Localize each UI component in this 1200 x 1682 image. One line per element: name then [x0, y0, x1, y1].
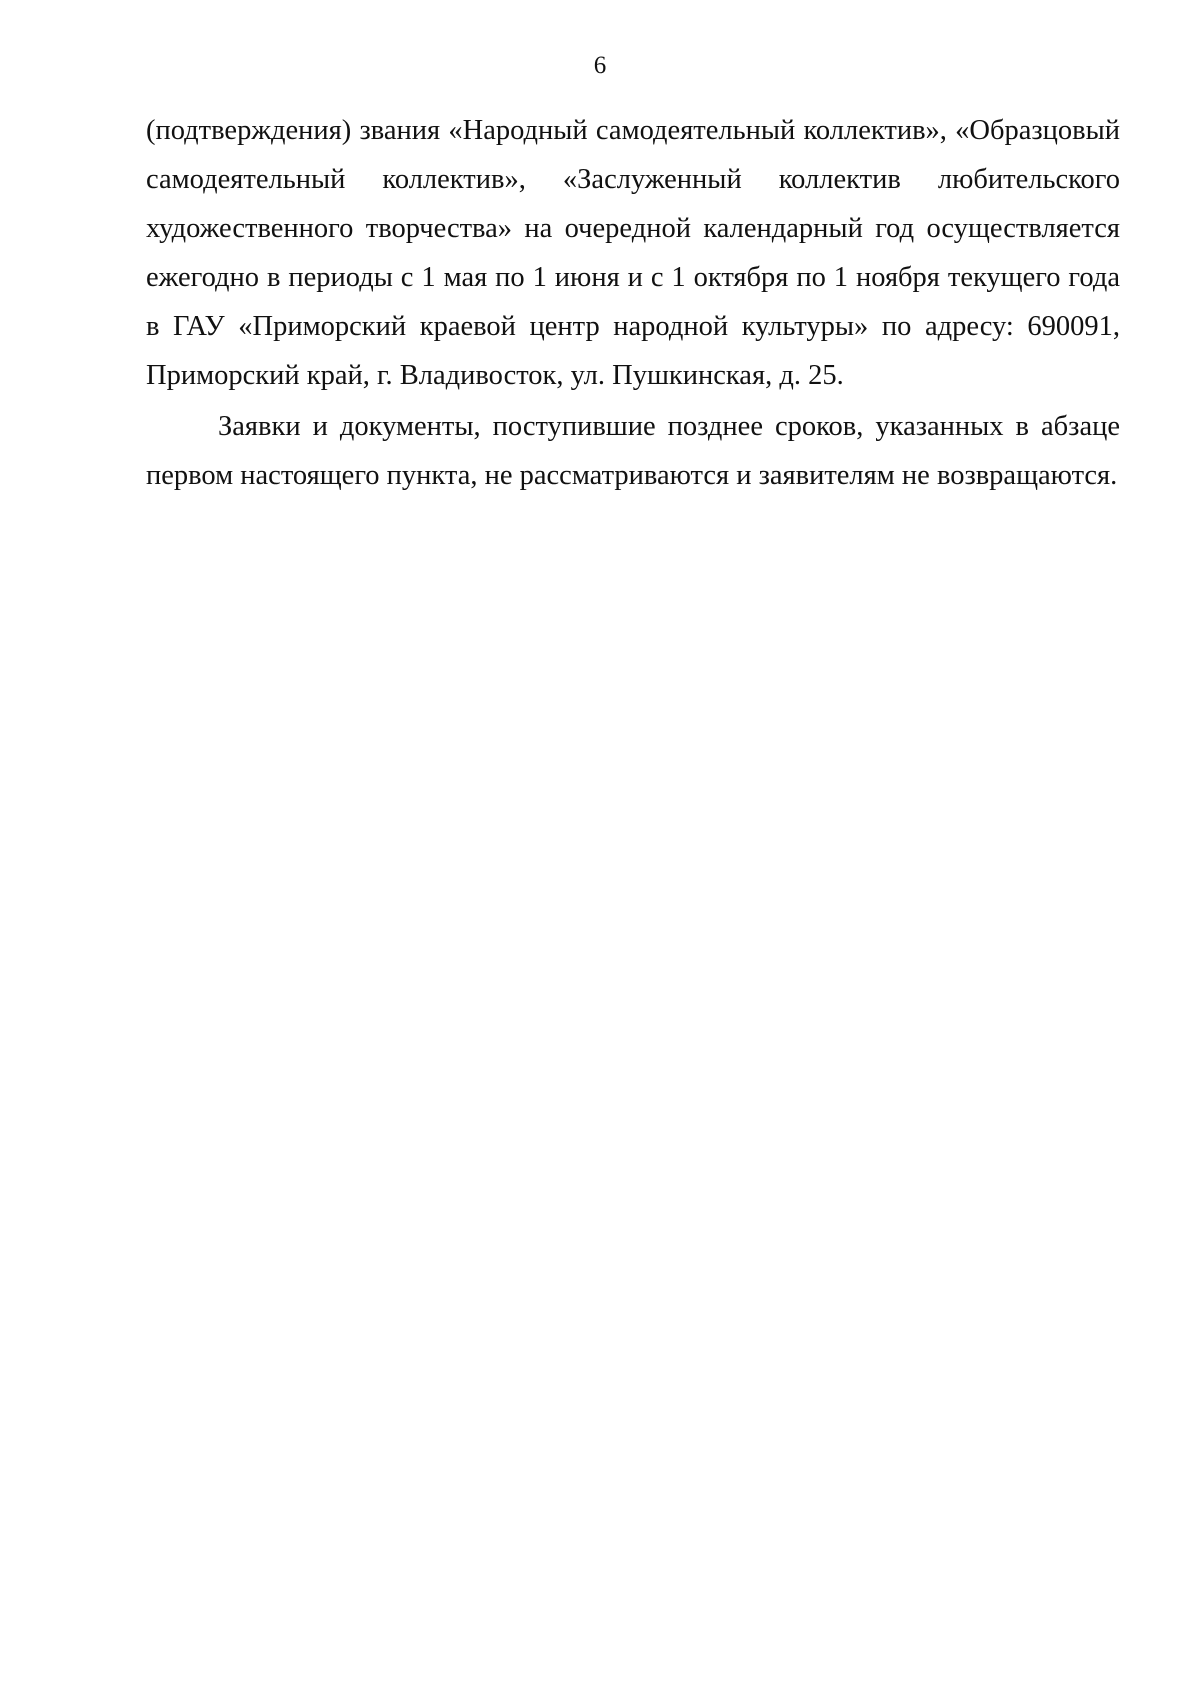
paragraph: (подтверждения) звания «Народный самодеятельный коллектив», «Образцовый самодеятельный коллектив», «Заслуженный коллектив любительского художественного творчества» на очередной календарный год осуществляется ежегодно в периоды с 1 мая по 1 июня и с 1 октября по 1 ноября текущего года в ГАУ «Приморский краевой центр народной культуры» по адресу: 690091, Приморский край, г. Владивосток, ул. Пушкинская, д. 25. — [146, 115, 1120, 391]
page-number: 6 — [593, 52, 607, 79]
paragraph: Заявки и документы, поступившие позднее сроков, указанных в абзаце первом настоящего пункта, не рассматриваются и заявителям не возвращаются. — [146, 411, 1120, 491]
document-body — [146, 106, 1120, 502]
